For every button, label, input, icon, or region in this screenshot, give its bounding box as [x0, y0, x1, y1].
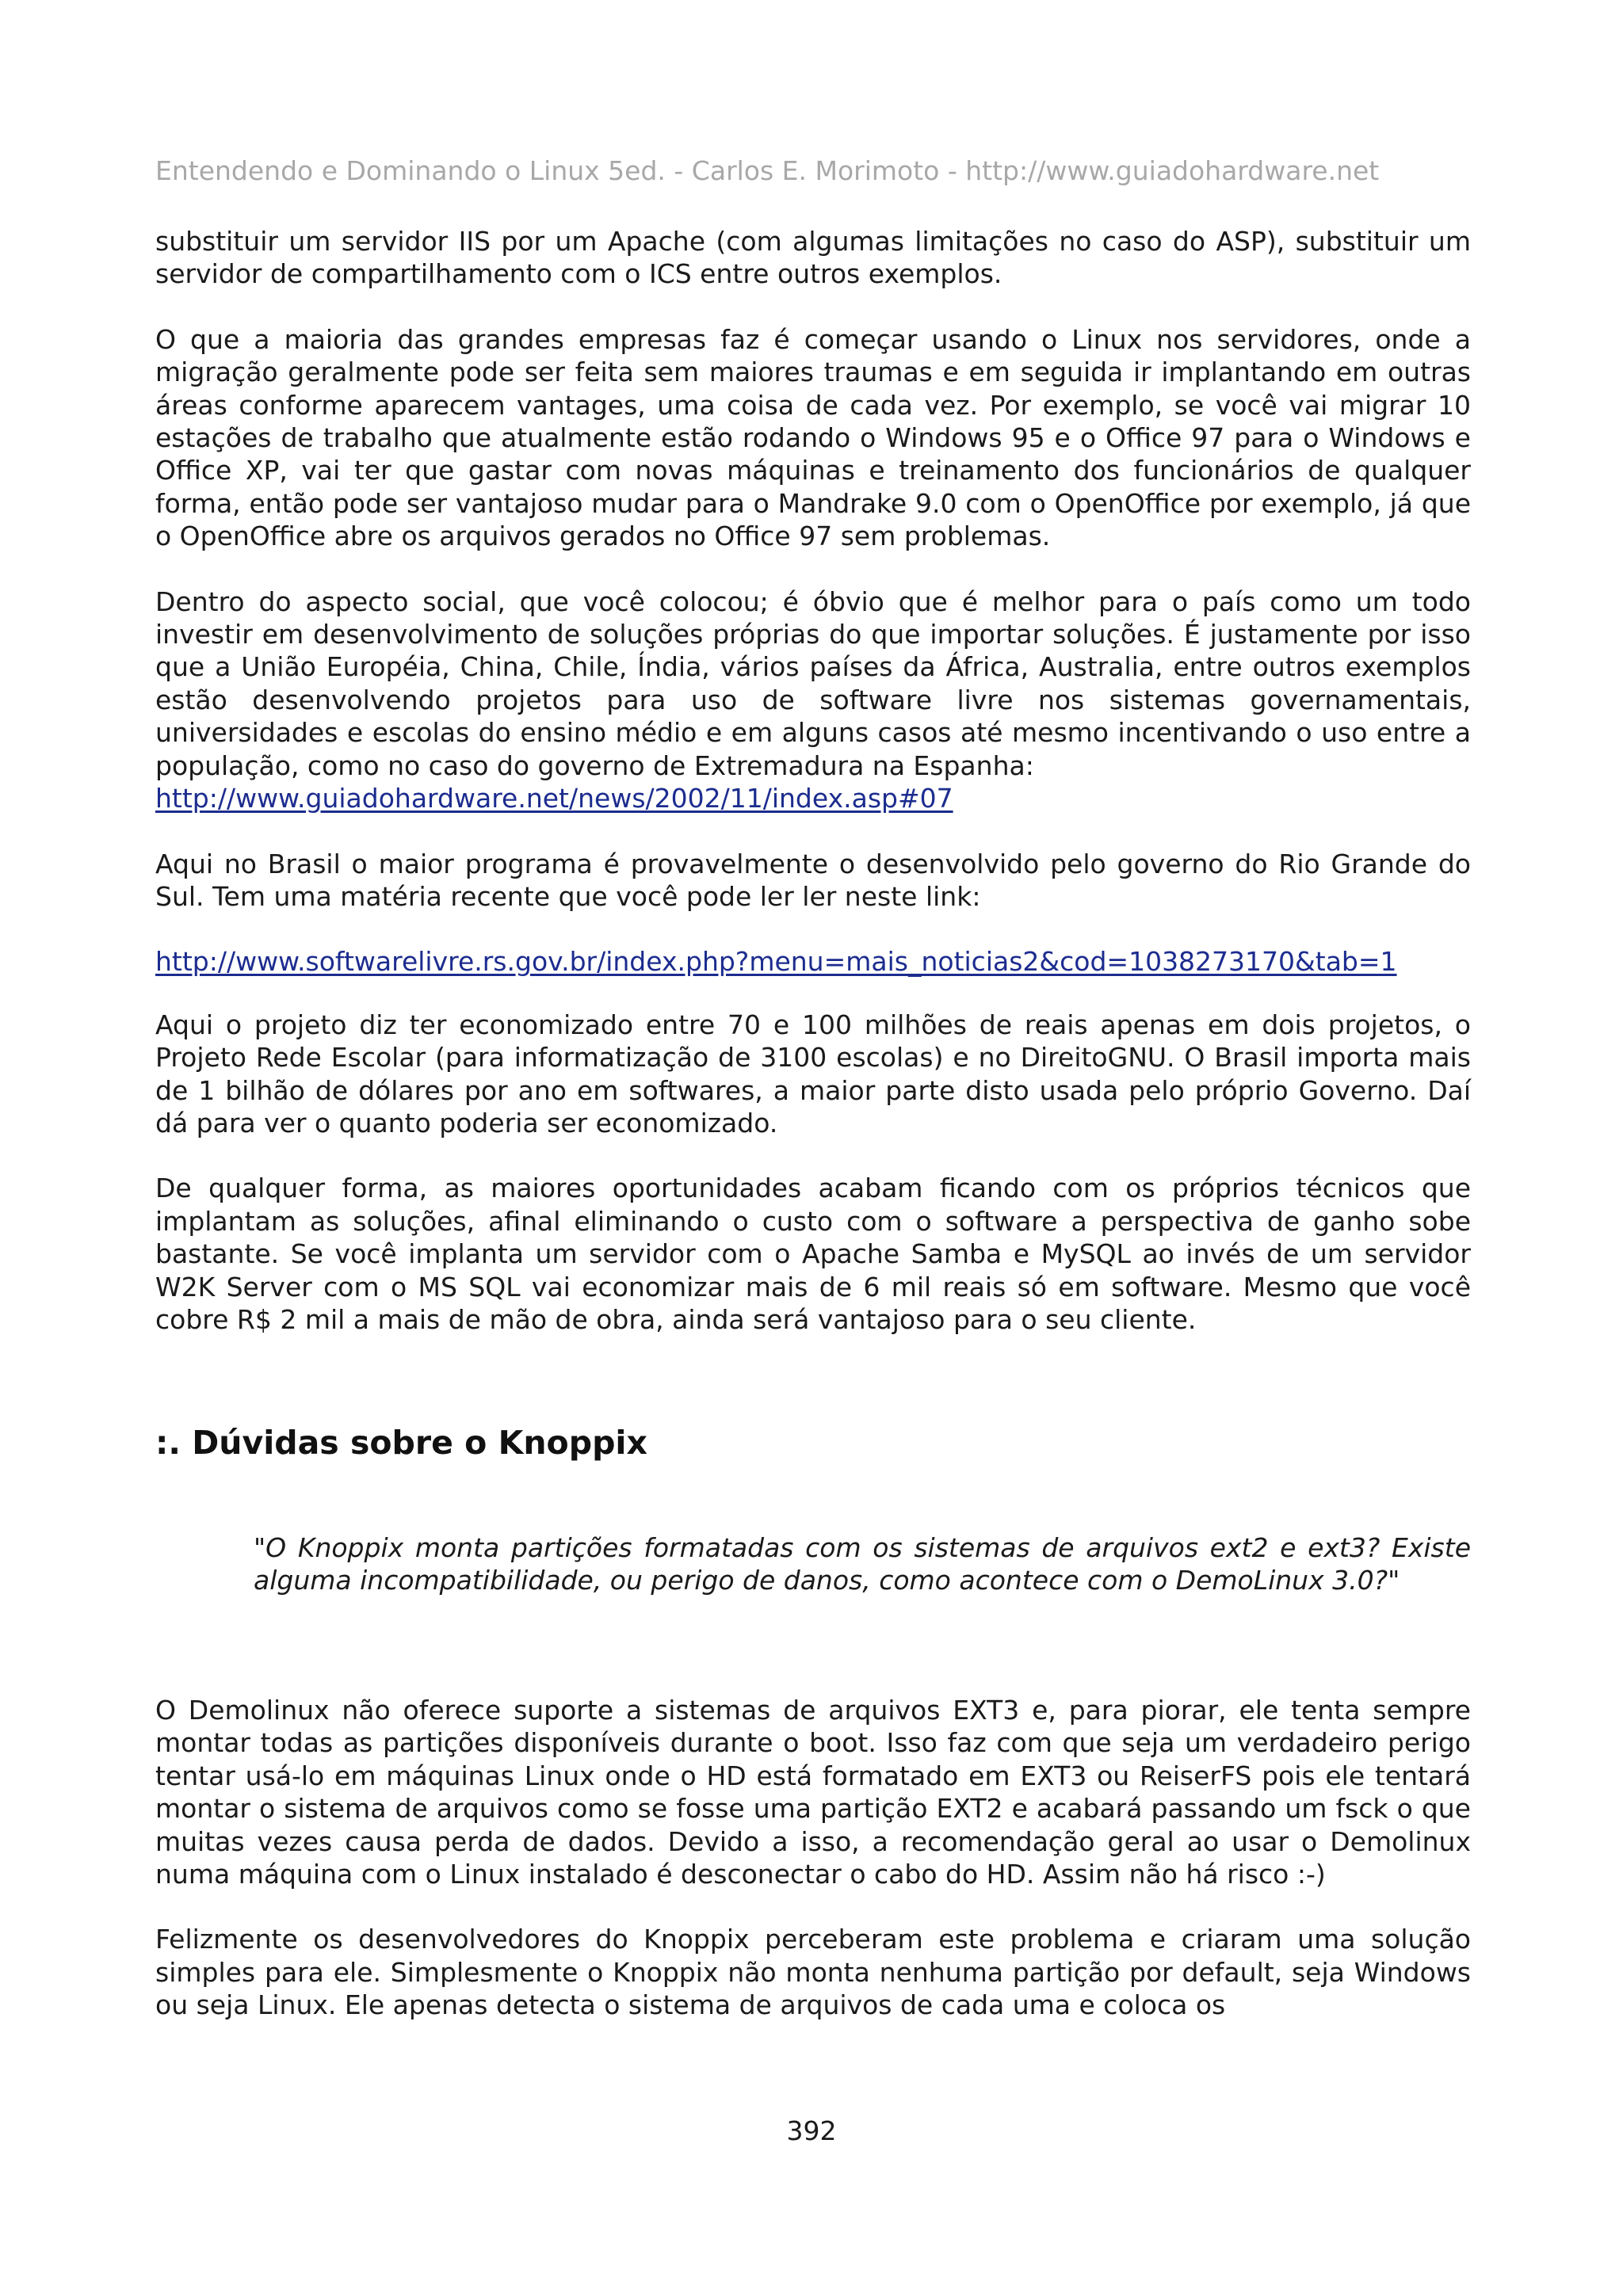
page-number: 392	[786, 2115, 837, 2146]
softwarelivre-rs-link[interactable]: http://www.softwarelivre.rs.gov.br/index.php?menu=mais_noticias2&cod=1038273170&tab=1	[155, 946, 1397, 978]
paragraph-8: Felizmente os desenvolvedores do Knoppix perceberam este problema e criaram uma solução simples para ele. Simplesmente o Knoppix não monta nenhuma partição por default, seja Windows ou seja Linux. Ele apenas detecta o sistema de arquivos de cada uma e coloca os	[155, 1924, 1471, 2021]
paragraph-7: O Demolinux não oferece suporte a sistemas de arquivos EXT3 e, para piorar, ele tenta sempre montar todas as partições disponíveis durante o boot. Isso faz com que seja um verdadeiro perigo tentar usá-lo em máquinas Linux onde o HD está formatado em EXT3 ou ReiserFS pois ele tentará montar o sistema de arquivos como se fosse uma partição EXT2 e acabará passando um fsck o que muitas vezes causa perda de dados. Devido a isso, a recomendação geral ao usar o Demolinux numa máquina com o Linux instalado é desconectar o cabo do HD. Assim não há risco :-)	[155, 1695, 1471, 1890]
section-title: :. Dúvidas sobre o Knoppix	[155, 1424, 647, 1462]
paragraph-5: Aqui o projeto diz ter economizado entre 70 e 100 milhões de reais apenas em dois projetos, o Projeto Rede Escolar (para informatização de 3100 escolas) e no DireitoGNU. O Brasil importa mais de 1 bilhão de dólares por ano em softwares, a maior parte disto usada pelo próprio Governo. Daí dá para ver o quanto poderia ser economizado.	[155, 1009, 1471, 1138]
running-header: Entendendo e Dominando o Linux 5ed. - Carlos E. Morimoto - http://www.guiadohardware.net	[155, 155, 1380, 186]
paragraph-2: O que a maioria das grandes empresas faz é começar usando o Linux nos servidores, onde a migração geralmente pode ser feita sem maiores traumas e em seguida ir implantando em outras áreas conforme aparecem vantages, uma coisa de cada vez. Por exemplo, se você vai migrar 10 estações de trabalho que atualmente estão rodando o Windows 95 e o Office 97 para o Windows e Office XP, vai ter que gastar com novas máquinas e treinamento dos funcionários de qualquer forma, então pode ser vantajoso mudar para o Mandrake 9.0 com o OpenOffice por exemplo, já que o OpenOffice abre os arquivos gerados no Office 97 sem problemas.	[155, 323, 1471, 552]
paragraph-3-text: Dentro do aspecto social, que você colocou; é óbvio que é melhor para o país como um todo investir em desenvolvimento de soluções próprias do que importar soluções. É justamente por isso que a União Européia, China, Chile, Índia, vários países da África, Australia, entre outros exemplos estão desenvolvendo projetos para uso de software livre nos sistemas governamentais, universidades e escolas do ensino médio e em alguns casos até mesmo incentivando o uso entre a população, como no caso do governo de Extremadura na Espanha:	[155, 585, 1471, 781]
guiadohardware-news-link[interactable]: http://www.guiadohardware.net/news/2002/11/index.asp#07	[155, 783, 953, 814]
question-quote: "O Knoppix monta partições formatadas com os sistemas de arquivos ext2 e ext3? Existe alguma incompatibilidade, ou perigo de danos, como acontece com o DemoLinux 3.0?"	[254, 1532, 1471, 1596]
paragraph-4: Aqui no Brasil o maior programa é provavelmente o desenvolvido pelo governo do Rio Grande do Sul. Tem uma matéria recente que você pode ler ler neste link:	[155, 848, 1471, 912]
paragraph-3	[155, 585, 1471, 815]
main-content	[155, 225, 1471, 1368]
paragraph-6: De qualquer forma, as maiores oportunidades acabam ficando com os próprios técnicos que implantam as soluções, afinal eliminando o custo com o software a perspectiva de ganho sobe bastante. Se você implanta um servidor com o Apache Samba e MySQL ao invés de um servidor W2K Server com o MS SQL vai economizar mais de 6 mil reais só em software. Mesmo que você cobre R$ 2 mil a mais de mão de obra, ainda será vantajoso para o seu cliente.	[155, 1173, 1471, 1335]
link-line	[155, 945, 1471, 978]
section-content	[155, 1694, 1471, 2054]
paragraph-1: substituir um servidor IIS por um Apache (com algumas limitações no caso do ASP), substituir um servidor de compartilhamento com o ICS entre outros exemplos.	[155, 226, 1471, 290]
